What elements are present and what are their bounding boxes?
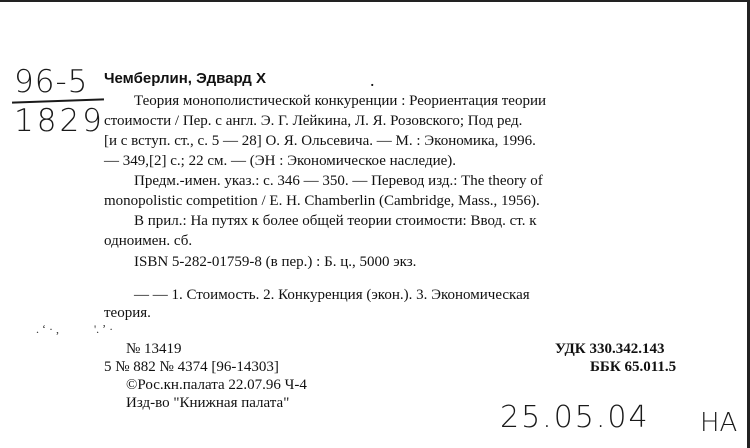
title-text: Теория монополистической конкуренции : Реориентация теории bbox=[134, 93, 547, 109]
handwritten-initials: НА bbox=[700, 408, 738, 438]
appendix-line-2: одноимен. сб. bbox=[104, 233, 193, 249]
print-stats: 5 № 882 № 4374 [96-14303] bbox=[104, 359, 279, 375]
body-line-4: — 349,[2] с.; 22 см. — (ЭН : Экономическое наследие). bbox=[104, 153, 457, 169]
handwritten-number: 1829 bbox=[14, 103, 105, 139]
handwritten-shelf-mark: 96-5 bbox=[14, 64, 89, 100]
isbn-line: ISBN 5-282-01759-8 (в пер.) : Б. ц., 5000 экз. bbox=[134, 254, 417, 270]
subject-tracings-line-2: теория. bbox=[104, 305, 151, 321]
notes-line-1: Предм.-имен. указ.: с. 346 — 350. — Перевод изд.: The theory of bbox=[134, 173, 543, 189]
appendix-line-1: В прил.: На путях к более общей теории стоимости: Ввод. ст. к bbox=[134, 213, 537, 229]
ink-speck: . ʻ · , bbox=[36, 322, 59, 336]
body-line-2: стоимости / Пер. с англ. Э. Г. Лейкина, Л. Я. Розовского; Под ред. bbox=[104, 113, 523, 129]
udk-code: УДК 330.342.143 bbox=[555, 341, 665, 357]
body-line-3: [и с вступ. ст., с. 5 — 28] О. Я. Ольсевича. — М. : Экономика, 1996. bbox=[104, 133, 536, 149]
bbk-code: ББК 65.011.5 bbox=[590, 359, 677, 375]
notes-line-2: monopolistic competition / E. H. Chamberlin (Cambridge, Mass., 1956). bbox=[104, 193, 540, 209]
stray-dot: . bbox=[370, 70, 375, 90]
copyright-line: ©Рос.кн.палата 22.07.96 Ч-4 bbox=[126, 377, 307, 393]
subject-tracings-line-1: — — 1. Стоимость. 2. Конкуренция (экон.). 3. Экономическая bbox=[134, 287, 530, 303]
title-line bbox=[134, 92, 687, 110]
ink-speck: '. ʼ · bbox=[94, 322, 114, 336]
record-number: № 13419 bbox=[126, 341, 182, 357]
publisher-line: Изд-во "Книжная палата" bbox=[126, 395, 290, 411]
handwritten-date: 25.05.04 bbox=[500, 400, 650, 435]
card-top-edge bbox=[0, 0, 750, 2]
author-heading: Чемберлин, Эдвард Х bbox=[104, 70, 266, 87]
